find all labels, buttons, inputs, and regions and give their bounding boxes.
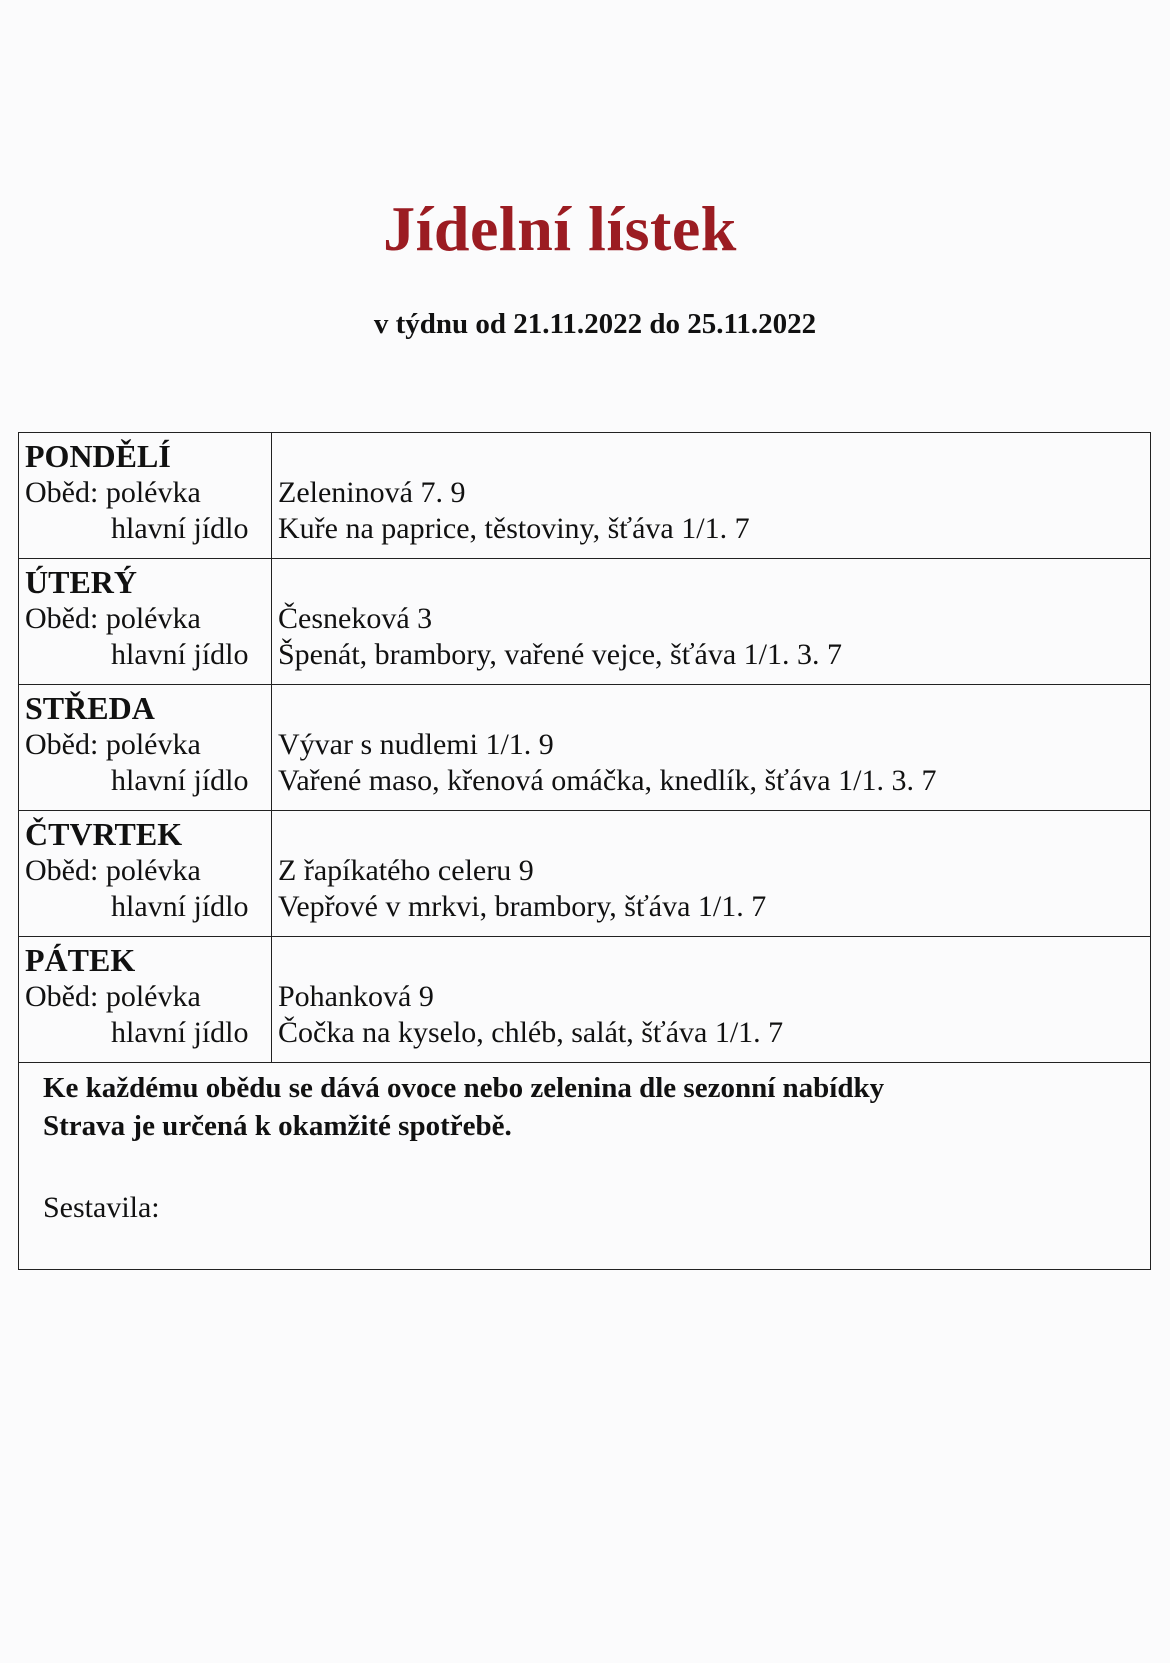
notes-row	[19, 1063, 1151, 1270]
soup-label: Oběd: polévka	[25, 854, 201, 887]
main-dish: Špenát, brambory, vařené vejce, šťáva 1/1. 3. 7	[278, 638, 843, 671]
dish-cell	[272, 811, 1151, 937]
day-row-thursday	[19, 811, 1151, 937]
day-name: PONDĚLÍ	[25, 438, 171, 474]
main-dish: Kuře na paprice, těstoviny, šťáva 1/1. 7	[278, 512, 750, 545]
soup-dish: Pohanková 9	[278, 980, 434, 1013]
day-name: ÚTERÝ	[25, 564, 138, 600]
day-label-cell	[19, 433, 272, 559]
main-dish: Vařené maso, křenová omáčka, knedlík, šťáva 1/1. 3. 7	[278, 764, 937, 797]
page-title: Jídelní lístek	[383, 193, 737, 264]
soup-label: Oběd: polévka	[25, 476, 201, 509]
dish-cell	[272, 685, 1151, 811]
main-dish-label: hlavní jídlo	[111, 512, 249, 545]
week-range-subtitle: v týdnu od 21.11.2022 do 25.11.2022	[373, 308, 817, 340]
day-row-friday	[19, 937, 1151, 1063]
soup-dish: Zeleninová 7. 9	[278, 476, 466, 509]
main-dish-label: hlavní jídlo	[111, 638, 249, 671]
main-dish-label: hlavní jídlo	[111, 890, 249, 923]
main-dish-label: hlavní jídlo	[111, 764, 249, 797]
signed-by-label: Sestavila:	[43, 1191, 160, 1224]
day-name: ČTVRTEK	[25, 816, 183, 852]
menu-table	[18, 432, 1151, 1270]
day-label-cell	[19, 685, 272, 811]
day-row-monday	[19, 433, 1151, 559]
soup-label: Oběd: polévka	[25, 980, 201, 1013]
dish-cell	[272, 937, 1151, 1063]
day-name: PÁTEK	[25, 942, 136, 978]
soup-dish: Vývar s nudlemi 1/1. 9	[278, 728, 554, 761]
soup-label: Oběd: polévka	[25, 602, 201, 635]
soup-label: Oběd: polévka	[25, 728, 201, 761]
consumption-note: Strava je určená k okamžité spotřebě.	[43, 1110, 512, 1142]
main-dish: Čočka na kyselo, chléb, salát, šťáva 1/1. 7	[278, 1016, 784, 1049]
dish-cell	[272, 433, 1151, 559]
day-label-cell	[19, 559, 272, 685]
notes-cell	[19, 1063, 1151, 1270]
day-label-cell	[19, 811, 272, 937]
day-label-cell	[19, 937, 272, 1063]
fruit-note: Ke každému obědu se dává ovoce nebo zelenina dle sezonní nabídky	[43, 1072, 885, 1104]
day-name: STŘEDA	[25, 690, 155, 726]
main-dish-label: hlavní jídlo	[111, 1016, 249, 1049]
main-dish: Vepřové v mrkvi, brambory, šťáva 1/1. 7	[278, 890, 767, 923]
soup-dish: Česneková 3	[278, 602, 433, 635]
dish-cell	[272, 559, 1151, 685]
day-row-tuesday	[19, 559, 1151, 685]
soup-dish: Z řapíkatého celeru 9	[278, 854, 534, 887]
day-row-wednesday	[19, 685, 1151, 811]
